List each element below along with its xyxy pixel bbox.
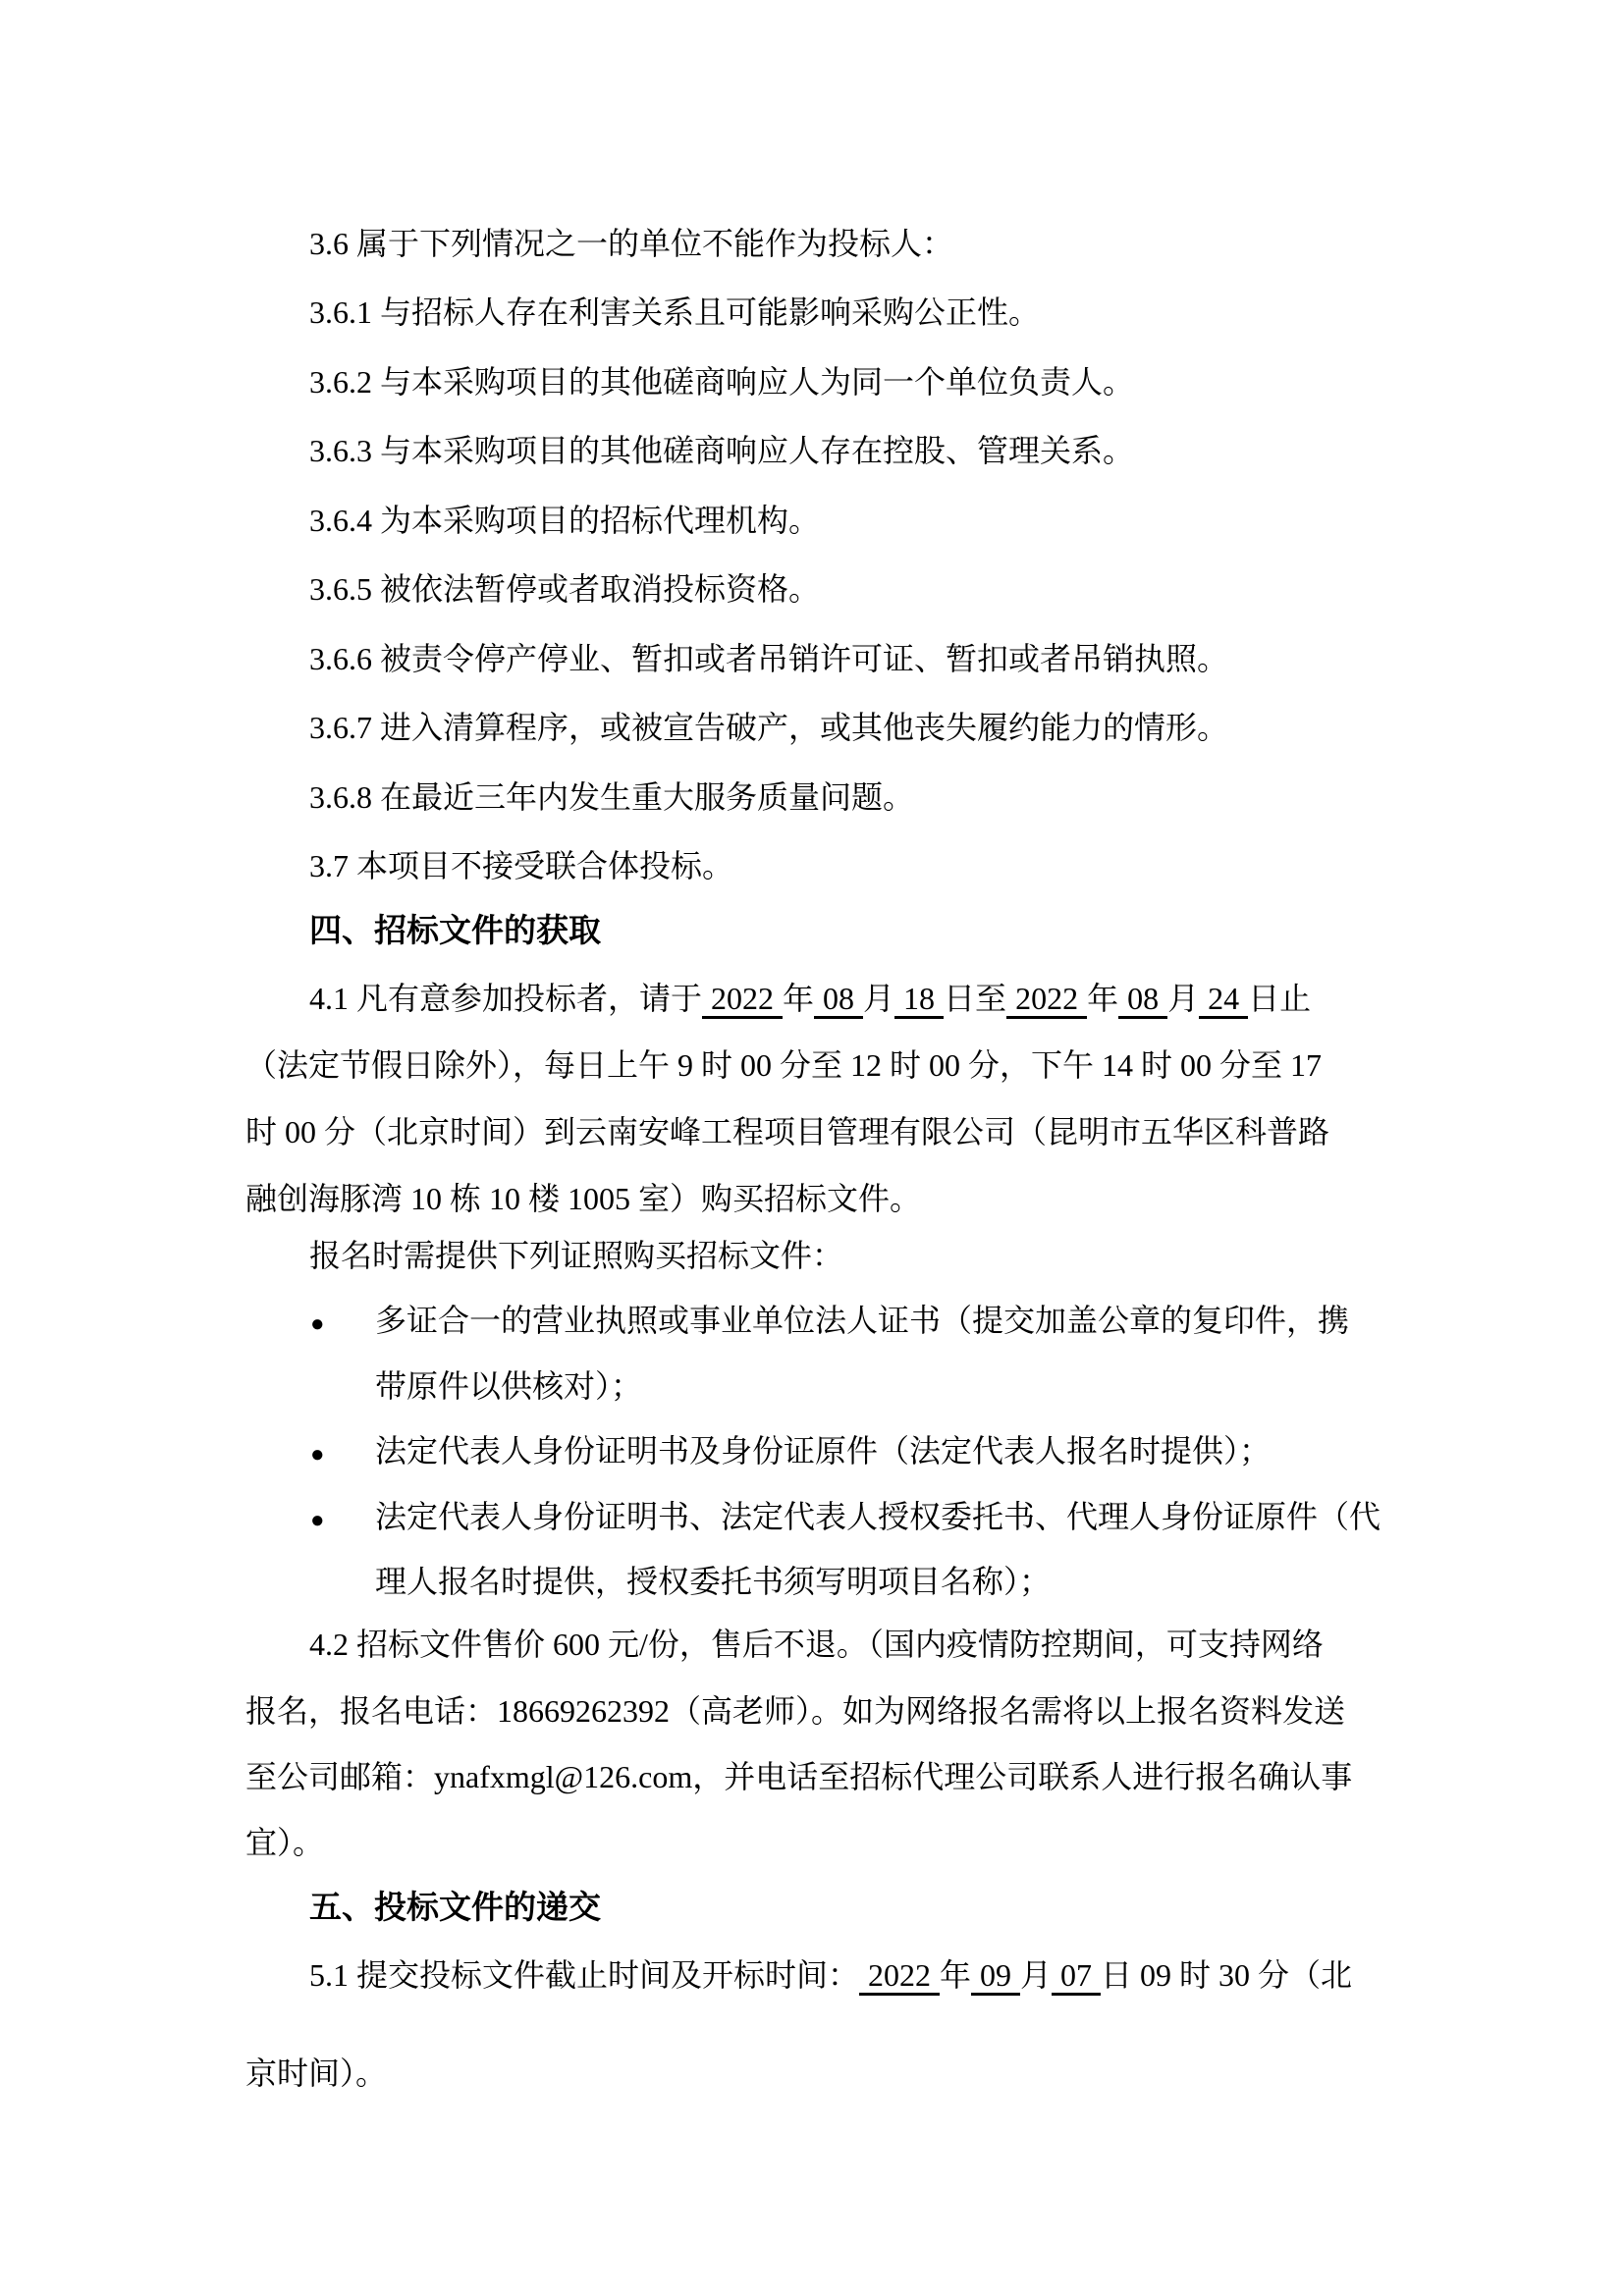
bullet-1-line-1 <box>245 1286 1384 1355</box>
bullet-2-text: 法定代表人身份证明书及身份证原件（法定代表人报名时提供）； <box>375 1433 1272 1468</box>
para-4-2-line-1: 4.2 招标文件售价 600 元/份，售后不退。（国内疫情防控期间，可支持网络 <box>309 1627 1324 1662</box>
clause-3-6-2: 3.6.2 与本采购项目的其他磋商响应人为同一个单位负责人。 <box>309 364 1135 400</box>
underlined-month: 09 <box>971 1957 1020 1996</box>
bullet-icon: ● <box>310 1310 325 1337</box>
text-segment: 日止 <box>1248 981 1312 1016</box>
section-5-heading: 五、投标文件的递交 <box>309 1889 601 1925</box>
register-note: 报名时需提供下列证照购买招标文件： <box>309 1238 844 1273</box>
clause-3-7: 3.7 本项目不接受联合体投标。 <box>309 848 734 883</box>
text-segment: 4.1 凡有意参加投标者，请于 <box>309 981 703 1016</box>
text-segment: 日至 <box>944 981 1007 1016</box>
bullet-icon: ● <box>310 1507 325 1533</box>
clause-3-6-4: 3.6.4 为本采购项目的招标代理机构。 <box>309 503 821 538</box>
text-segment: 日 09 时 30 分（北 <box>1101 1957 1353 1993</box>
underlined-month: 08 <box>1118 981 1167 1019</box>
text-segment: 月 <box>1167 981 1200 1016</box>
para-4-1-line-4: 融创海豚湾 10 栋 10 楼 1005 室）购买招标文件。 <box>245 1181 922 1216</box>
clause-3-6-8: 3.6.8 在最近三年内发生重大服务质量问题。 <box>309 779 915 815</box>
para-4-2-line-3: 至公司邮箱：ynafxmgl@126.com，并电话至招标代理公司联系人进行报名确认事 <box>245 1759 1353 1794</box>
underlined-year: 2022 <box>1006 981 1087 1019</box>
bullet-icon: ● <box>310 1441 325 1468</box>
clause-3-6-3: 3.6.3 与本采购项目的其他磋商响应人存在控股、管理关系。 <box>309 433 1135 468</box>
underlined-year: 2022 <box>859 1957 940 1996</box>
clause-3-6-1: 3.6.1 与招标人存在利害关系且可能影响采购公正性。 <box>309 294 1041 330</box>
text-segment: 5.1 提交投标文件截止时间及开标时间： <box>309 1957 860 1993</box>
clause-3-6-6: 3.6.6 被责令停产停业、暂扣或者吊销许可证、暂扣或者吊销执照。 <box>309 641 1229 676</box>
document-body <box>245 0 1384 2296</box>
clause-3-6-7: 3.6.7 进入清算程序，或被宣告破产，或其他丧失履约能力的情形。 <box>309 710 1229 745</box>
bullet-3-line-2: 理人报名时提供，授权委托书须写明项目名称）； <box>375 1564 1052 1599</box>
para-4-2-line-4: 宜）。 <box>245 1825 325 1860</box>
text-segment: 月 <box>1020 1957 1053 1993</box>
text-segment: 年 <box>940 1957 972 1993</box>
clause-3-6-5: 3.6.5 被依法暂停或者取消投标资格。 <box>309 571 821 607</box>
bullet-2 <box>245 1416 1384 1485</box>
text-segment: 月 <box>863 981 895 1016</box>
bullet-1-line-2: 带原件以供核对）； <box>375 1368 643 1404</box>
bullet-1-text: 多证合一的营业执照或事业单位法人证书（提交加盖公章的复印件，携 <box>375 1303 1350 1338</box>
underlined-year: 2022 <box>702 981 783 1019</box>
para-5-1-line-1 <box>245 1941 1448 2009</box>
clause-3-6: 3.6 属于下列情况之一的单位不能作为投标人： <box>309 226 954 261</box>
para-4-1-line-3: 时 00 分（北京时间）到云南安峰工程项目管理有限公司（昆明市五华区科普路 <box>245 1114 1330 1149</box>
underlined-month: 08 <box>814 981 863 1019</box>
underlined-day: 24 <box>1199 981 1248 1019</box>
text-segment: 年 <box>1087 981 1119 1016</box>
underlined-day: 18 <box>894 981 944 1019</box>
bullet-3-text: 法定代表人身份证明书、法定代表人授权委托书、代理人身份证原件（代 <box>375 1499 1381 1534</box>
para-5-1-line-2: 京时间）。 <box>245 2056 388 2091</box>
bullet-3-line-1 <box>245 1482 1384 1551</box>
section-4-heading: 四、招标文件的获取 <box>309 912 601 948</box>
para-4-1-line-1 <box>245 964 1448 1033</box>
text-segment: 年 <box>783 981 815 1016</box>
para-4-2-line-2: 报名，报名电话：18669262392（高老师）。如为网络报名需将以上报名资料发送 <box>245 1693 1346 1729</box>
underlined-day: 07 <box>1052 1957 1101 1996</box>
para-4-1-line-2: （法定节假日除外），每日上午 9 时 00 分至 12 时 00 分，下午 14 时 00 分至 17 <box>245 1047 1323 1083</box>
